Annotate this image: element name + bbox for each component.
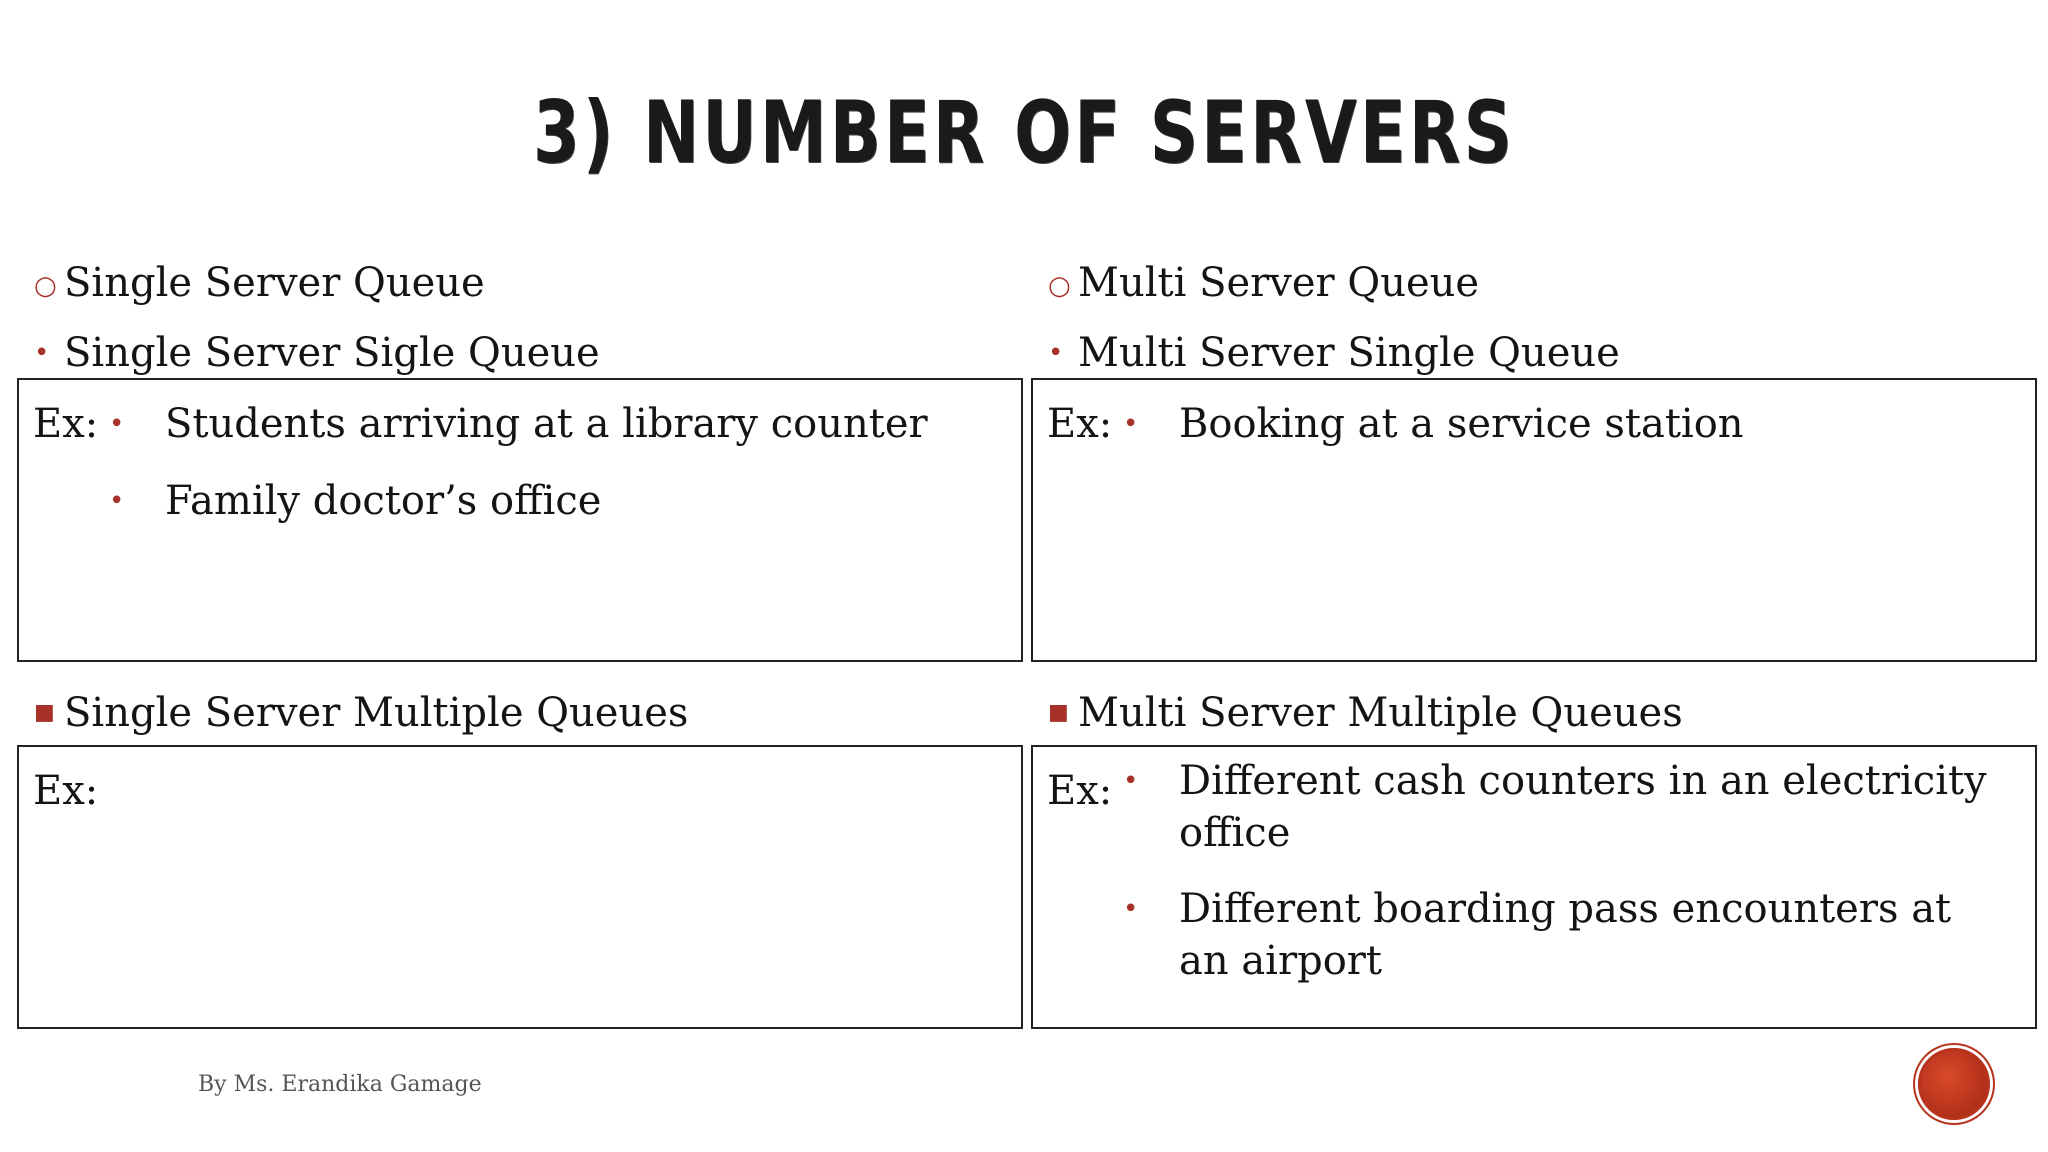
right-example-box-1 — [1031, 378, 2037, 662]
dot-bullet-icon: • — [109, 409, 125, 439]
logo-circle-icon — [1918, 1048, 1990, 1120]
list-item: • Different boarding pass encounters at an airport — [1123, 883, 2003, 987]
ex-label: Ex: — [1047, 401, 1113, 447]
list-item: • Different cash counters in an electricity office — [1123, 755, 2003, 859]
dot-bullet-icon: • — [1123, 894, 1139, 924]
square-bullet-icon: ■ — [1048, 700, 1069, 725]
dot-bullet-icon: • — [1123, 766, 1139, 796]
list-item: • Students arriving at a library counter — [109, 398, 989, 450]
left-heading-1-text: Single Server Queue — [64, 260, 485, 306]
slide-title: 3) NUMBER OF SERVERS — [532, 83, 1516, 183]
circle-bullet-icon: ○ — [34, 271, 57, 301]
list-item: • Family doctor’s office — [109, 475, 989, 527]
right-example-box-2 — [1031, 745, 2037, 1029]
dot-bullet-icon: • — [109, 486, 125, 516]
left-heading-3-text: Single Server Multiple Queues — [64, 690, 689, 736]
left-heading-2 — [34, 327, 600, 379]
right-heading-1-text: Multi Server Queue — [1078, 260, 1480, 306]
left-heading-3 — [34, 687, 688, 739]
left-example-box-2 — [17, 745, 1023, 1029]
ex-label: Ex: — [1047, 768, 1113, 814]
list-item: • Booking at a service station — [1123, 398, 2003, 450]
ex-label: Ex: — [33, 401, 99, 447]
ex-label: Ex: — [33, 768, 99, 814]
right-heading-2-text: Multi Server Single Queue — [1078, 330, 1620, 376]
dot-bullet-icon: • — [1123, 409, 1139, 439]
right-heading-3-text: Multi Server Multiple Queues — [1078, 690, 1683, 736]
dot-bullet-icon: • — [1048, 338, 1064, 368]
left-heading-2-text: Single Server Sigle Queue — [64, 330, 600, 376]
left-example-box-1 — [17, 378, 1023, 662]
right-heading-1 — [1048, 254, 1479, 312]
square-bullet-icon: ■ — [34, 700, 55, 725]
left-heading-1 — [34, 254, 485, 312]
right-heading-2 — [1048, 327, 1620, 379]
footer-author: By Ms. Erandika Gamage — [198, 1072, 482, 1097]
right-heading-3 — [1048, 687, 1683, 739]
circle-bullet-icon: ○ — [1048, 271, 1071, 301]
dot-bullet-icon: • — [34, 338, 50, 368]
